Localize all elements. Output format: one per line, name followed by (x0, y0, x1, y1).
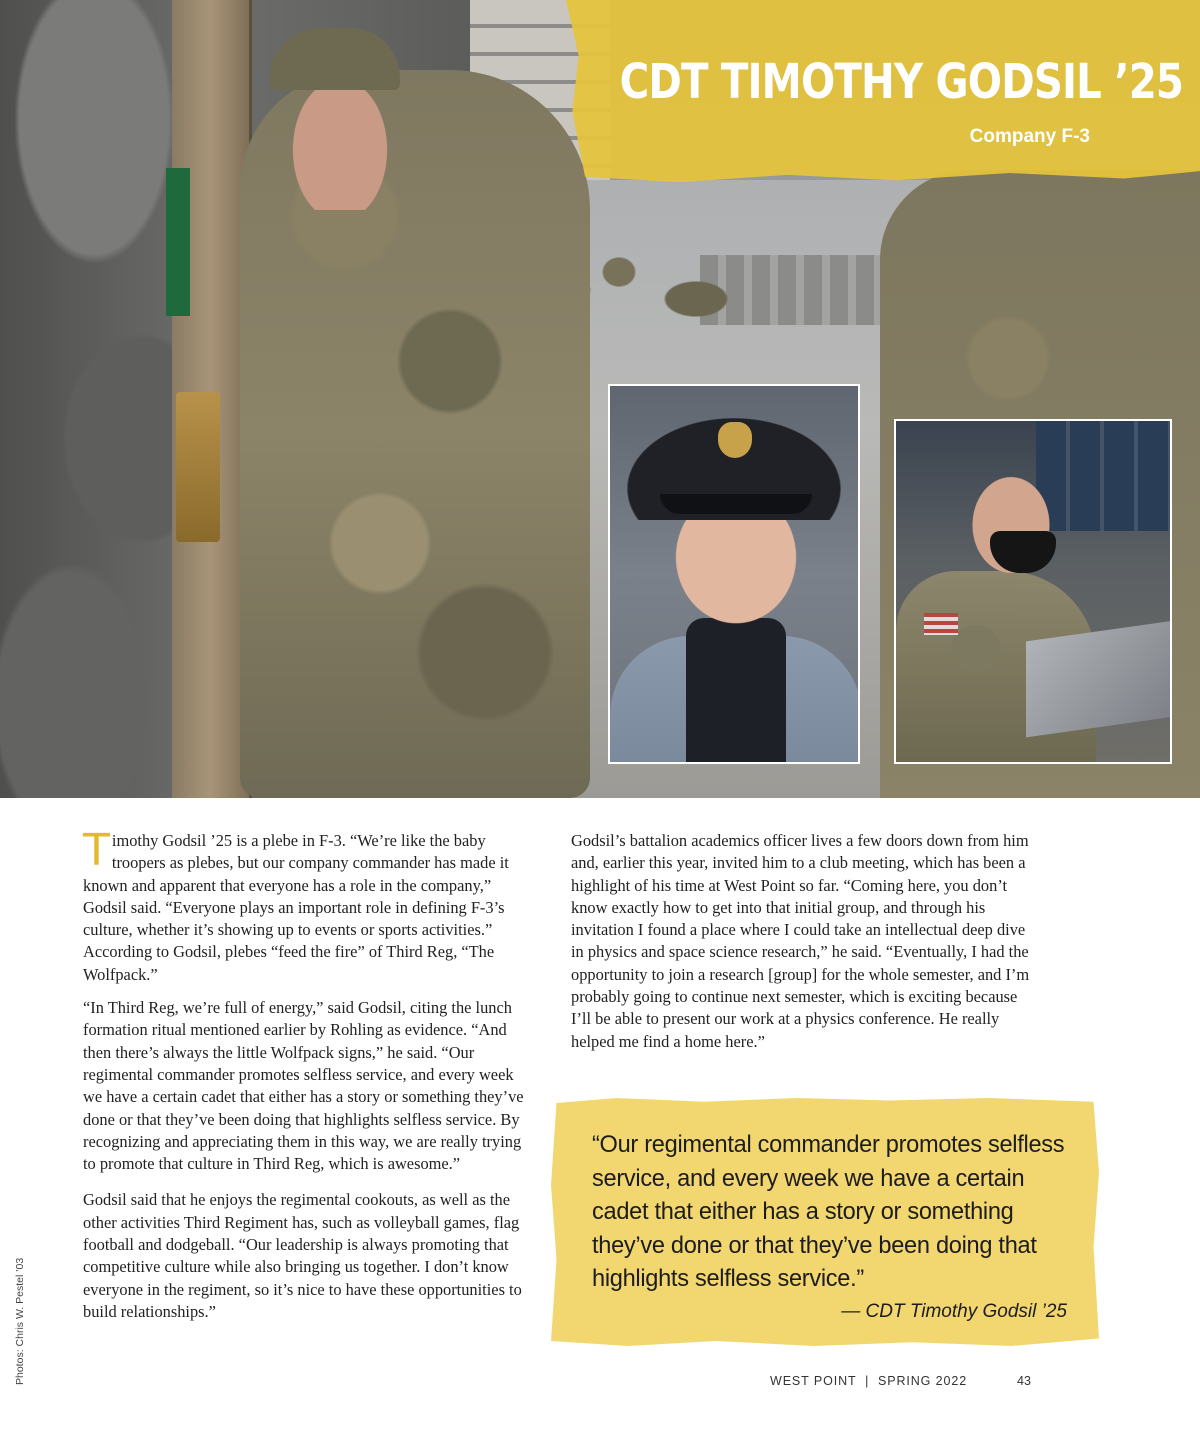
green-sign (166, 168, 190, 316)
page-title: CDT TIMOTHY GODSIL ’25 (619, 54, 1184, 110)
article-column-right (571, 830, 1031, 1064)
flag-icon (924, 613, 958, 635)
paragraph: Godsil said that he enjoys the regimental cookouts, as well as the other activities Third Regiment has, such as volleyball games, flag football and dodgeball. “Our leadership is always promoting that competitive culture while also bringing us together. I don’t know everyone in the regiment, so it’s nice to have these opportunities to build relationships.” (83, 1190, 522, 1321)
pull-quote-attribution: — CDT Timothy Godsil ’25 (841, 1301, 1067, 1322)
photo-credit: Photos: Chris W. Pestel ’03 (14, 1257, 26, 1385)
paragraph: Godsil’s battalion academics officer lives a few doors down from him and, earlier this year, invited him to a club meeting, which has been a highlight of his time at West Point so far. “Coming here, you don’t know exactly how to get into that initial group, and through his invitation I found a place where I could take an intellectual deep dive in physics and space science research,” he said. “Eventually, I had the opportunity to join a research [group] for the whole semester, and I’m probably going to continue next semester, which is exciting because I’ll be able to present our work at a physics conference. He really helped me find a home here.” (571, 831, 1030, 1051)
page-number: 43 (1017, 1374, 1031, 1388)
page-subtitle: Company F-3 (969, 126, 1090, 147)
crest-icon (718, 422, 752, 458)
footer-publication: WEST POINT | SPRING 2022 (770, 1374, 968, 1388)
laptop-photo-window (1036, 421, 1172, 531)
paragraph (83, 825, 533, 986)
door-handle-plate (176, 392, 220, 542)
paragraph-text: imothy Godsil ’25 is a plebe in F-3. “We’re like the baby troopers as plebes, but our company commander has made it known and apparent that everyone has a role in the company,” Godsil said. “Everyone plays an important role in defining F-3’s culture, whether it’s showing up to events or sports activities.” According to Godsil, plebes “feed the fire” of Third Reg, “The Wolfpack.” (83, 831, 509, 984)
portrait-photo (608, 384, 860, 764)
laptop-icon (1026, 621, 1172, 738)
paragraph: “In Third Reg, we’re full of energy,” said Godsil, citing the lunch formation ritual mentioned earlier by Rohling as evidence. “And then there’s always the little Wolfpack signs,” he said. “Our regimental commander promotes selfless service, and every week we have a certain cadet that either has a story or something they’ve done or that they’ve been doing that highlights selfless service. By recognizing and appreciating them in this way, we are really trying to promote that culture in Third Reg, which is awesome.” (83, 998, 524, 1174)
laptop-photo (894, 419, 1172, 764)
portrait-collar (686, 618, 786, 764)
portrait-cap-brim (660, 494, 812, 514)
article-column-left (83, 825, 533, 1334)
drop-cap: T (83, 825, 110, 876)
pull-quote-text: “Our regimental commander promotes selfless service, and every week we have a certain cadet that either has a story or something they’ve done or that they’ve been doing that highlights selfless service.” (592, 1132, 1065, 1292)
